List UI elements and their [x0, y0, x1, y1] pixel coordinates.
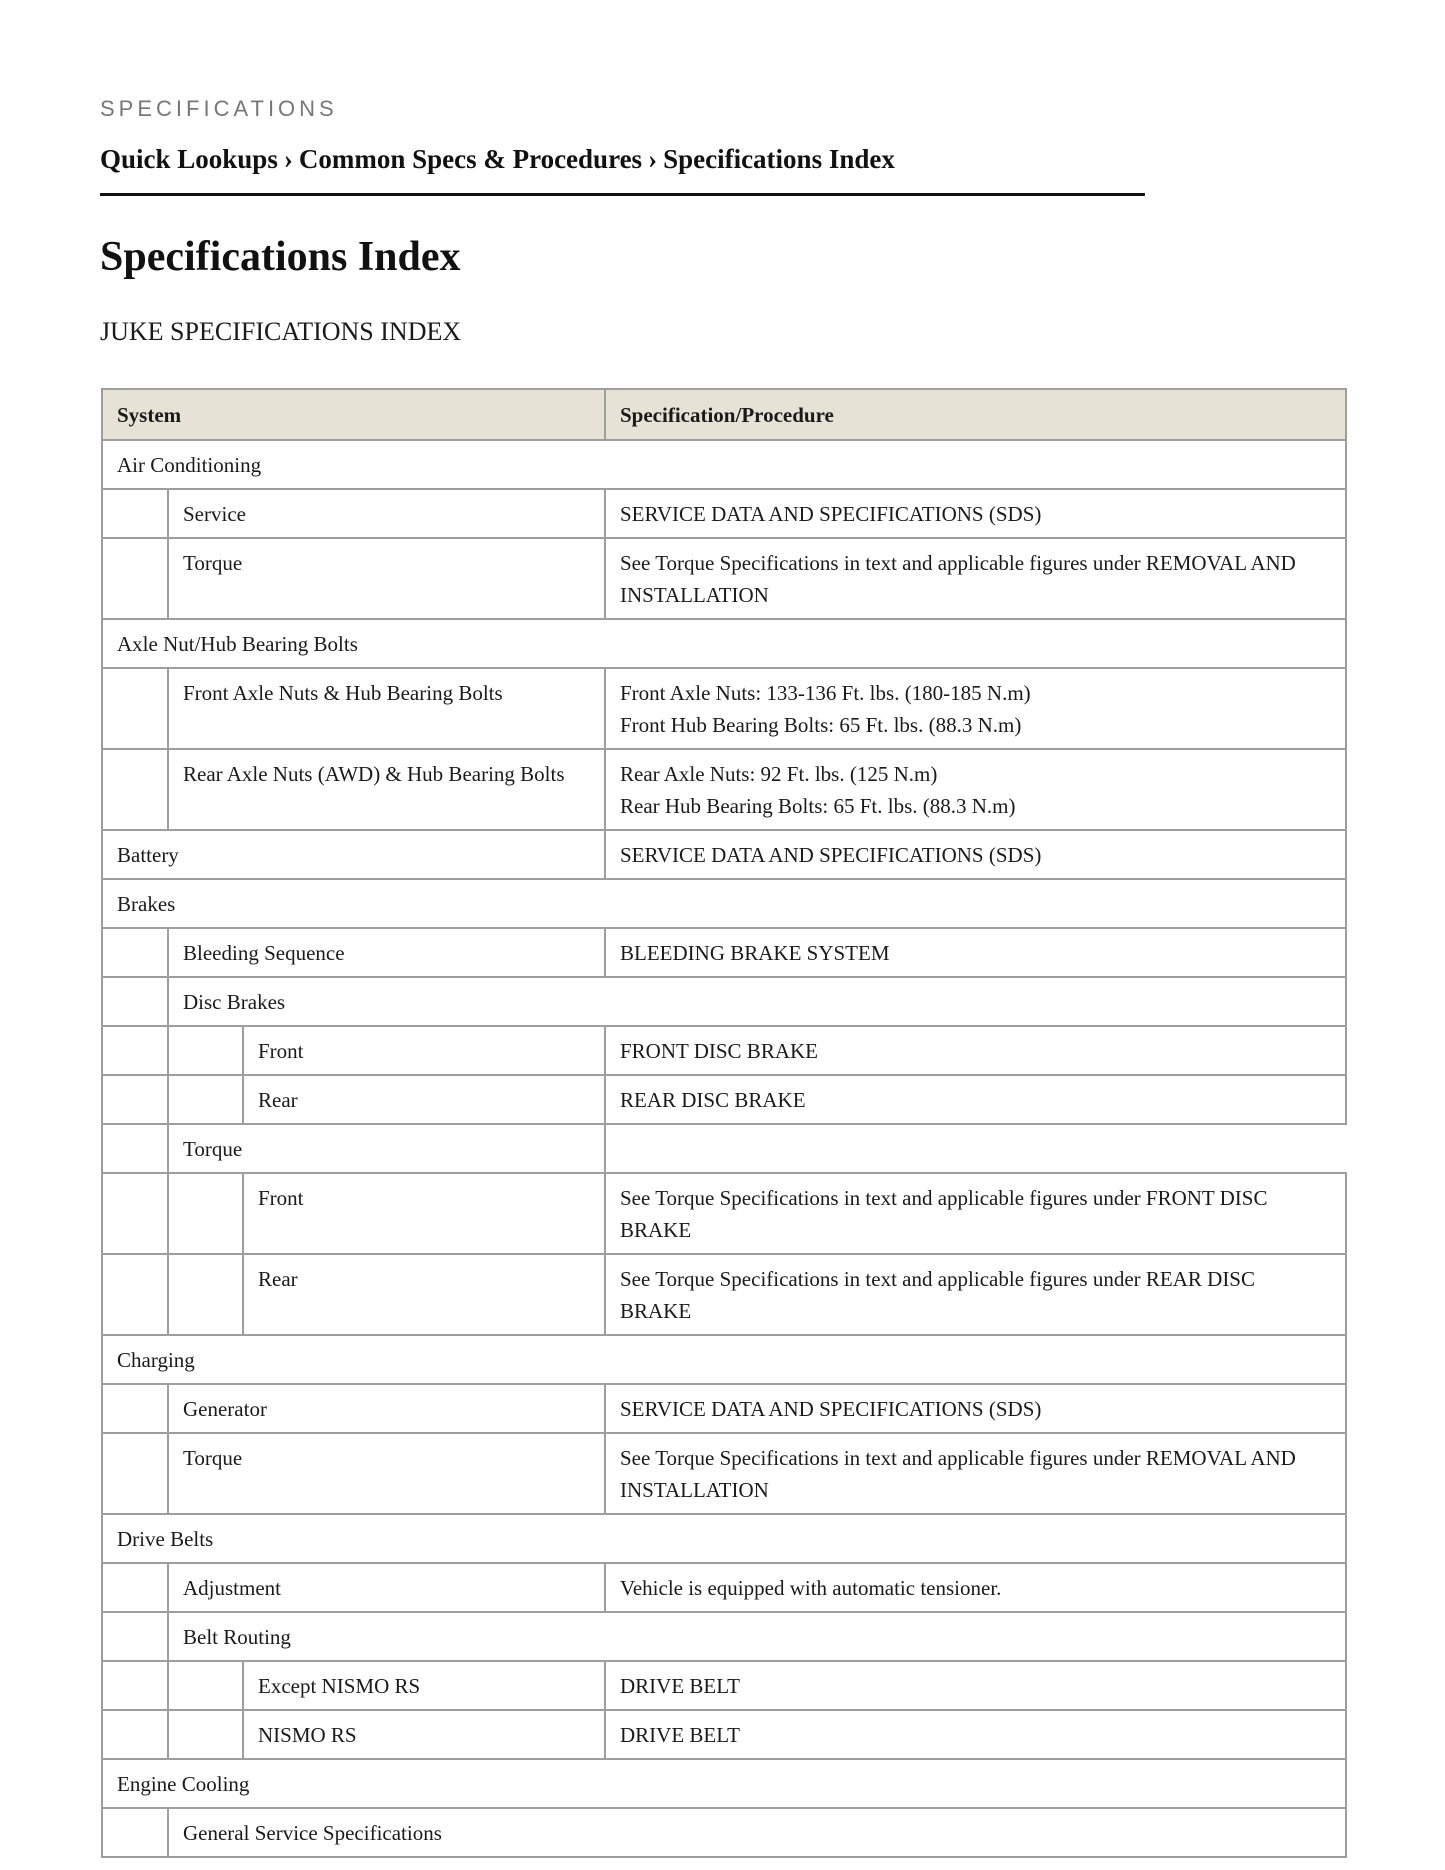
indent-cell [102, 1254, 168, 1335]
specification-text: FRONT DISC BRAKE [620, 1039, 818, 1063]
indent-cell [102, 1124, 168, 1173]
system-cell: Bleeding Sequence [168, 928, 605, 977]
system-cell: Belt Routing [168, 1612, 1346, 1661]
specification-cell [605, 749, 1346, 830]
table-row [102, 1433, 1346, 1514]
table-body [102, 440, 1346, 1857]
indent-cell [102, 1661, 168, 1710]
specification-text: DRIVE BELT [620, 1723, 740, 1747]
indent-cell [102, 977, 168, 1026]
system-cell: Rear Axle Nuts (AWD) & Hub Bearing Bolts [168, 749, 605, 830]
indent-cell [102, 489, 168, 538]
system-cell: Front [243, 1173, 605, 1254]
indent-cell [102, 1075, 168, 1124]
specification-text: See Torque Specifications in text and applicable figures under REMOVAL AND INSTALLATION [620, 1446, 1296, 1502]
specification-text: DRIVE BELT [620, 1674, 740, 1698]
specification-cell [605, 1433, 1346, 1514]
table-row [102, 1173, 1346, 1254]
specification-cell [605, 538, 1346, 619]
system-cell: Axle Nut/Hub Bearing Bolts [102, 619, 1346, 668]
indent-cell [102, 1173, 168, 1254]
breadcrumb-item[interactable]: Quick Lookups [100, 144, 278, 174]
system-cell: Brakes [102, 879, 1346, 928]
system-cell: Rear [243, 1254, 605, 1335]
table-row [102, 1759, 1346, 1808]
breadcrumb-separator: › [283, 144, 293, 174]
table-row [102, 1124, 1346, 1173]
specification-cell [605, 1254, 1346, 1335]
indent-cell [168, 1026, 243, 1075]
specification-text: Front Axle Nuts: 133-136 Ft. lbs. (180-185 N.m) [620, 681, 1031, 705]
table-row [102, 1075, 1346, 1124]
specification-text: Front Hub Bearing Bolts: 65 Ft. lbs. (88.3 N.m) [620, 713, 1022, 737]
system-cell: Battery [102, 830, 605, 879]
table-row [102, 1026, 1346, 1075]
table-row [102, 1254, 1346, 1335]
system-cell: Air Conditioning [102, 440, 1346, 489]
table-row [102, 668, 1346, 749]
specification-cell [605, 1563, 1346, 1612]
specification-text: REAR DISC BRAKE [620, 1088, 806, 1112]
column-header-system: System [102, 389, 605, 440]
system-cell: Front [243, 1026, 605, 1075]
specification-cell [605, 1124, 1346, 1173]
table-row [102, 440, 1346, 489]
specification-cell [605, 1710, 1346, 1759]
table-row [102, 489, 1346, 538]
specification-text: See Torque Specifications in text and applicable figures under REAR DISC BRAKE [620, 1267, 1255, 1323]
column-header-specification: Specification/Procedure [605, 389, 1346, 440]
table-row [102, 1808, 1346, 1857]
table-header-row [102, 389, 1346, 440]
specification-cell [605, 489, 1346, 538]
system-cell: Drive Belts [102, 1514, 1346, 1563]
indent-cell [168, 1710, 243, 1759]
document-page [0, 0, 1245, 348]
system-cell: Torque [168, 1433, 605, 1514]
indent-cell [102, 1563, 168, 1612]
system-cell: Torque [168, 1124, 605, 1173]
system-cell: Disc Brakes [168, 977, 1346, 1026]
system-cell: General Service Specifications [168, 1808, 1346, 1857]
table-row [102, 749, 1346, 830]
indent-cell [102, 1433, 168, 1514]
breadcrumb [100, 142, 1145, 196]
system-cell: Rear [243, 1075, 605, 1124]
specification-text: SERVICE DATA AND SPECIFICATIONS (SDS) [620, 502, 1042, 526]
breadcrumb-item: Specifications Index [663, 144, 895, 174]
specification-text: Vehicle is equipped with automatic tensioner. [620, 1576, 1002, 1600]
specification-text: See Torque Specifications in text and applicable figures under REMOVAL AND INSTALLATION [620, 551, 1296, 607]
system-cell: Adjustment [168, 1563, 605, 1612]
specification-cell [605, 928, 1346, 977]
indent-cell [102, 1384, 168, 1433]
specification-cell [605, 668, 1346, 749]
table-row [102, 538, 1346, 619]
table-row [102, 1384, 1346, 1433]
indent-cell [102, 1026, 168, 1075]
specification-cell [605, 1075, 1346, 1124]
document-subtitle: JUKE SPECIFICATIONS INDEX [100, 317, 462, 346]
specification-cell [605, 1384, 1346, 1433]
indent-cell [102, 1710, 168, 1759]
indent-cell [102, 668, 168, 749]
breadcrumb-separator: › [648, 144, 658, 174]
system-cell: Generator [168, 1384, 605, 1433]
indent-cell [102, 928, 168, 977]
indent-cell [102, 538, 168, 619]
specification-text: Rear Hub Bearing Bolts: 65 Ft. lbs. (88.3 N.m) [620, 794, 1016, 818]
table-row [102, 1612, 1346, 1661]
indent-cell [168, 1254, 243, 1335]
indent-cell [102, 749, 168, 830]
specification-cell [605, 1173, 1346, 1254]
table-row [102, 1514, 1346, 1563]
specification-text: SERVICE DATA AND SPECIFICATIONS (SDS) [620, 843, 1042, 867]
specification-text: See Torque Specifications in text and applicable figures under FRONT DISC BRAKE [620, 1186, 1268, 1242]
indent-cell [168, 1173, 243, 1254]
indent-cell [102, 1808, 168, 1857]
table-row [102, 977, 1346, 1026]
table-row [102, 879, 1346, 928]
indent-cell [168, 1075, 243, 1124]
indent-cell [168, 1661, 243, 1710]
system-cell: Engine Cooling [102, 1759, 1346, 1808]
indent-cell [102, 1612, 168, 1661]
table-row [102, 1335, 1346, 1384]
page-title: Specifications Index [100, 234, 461, 280]
table-row [102, 830, 1346, 879]
system-cell: Except NISMO RS [243, 1661, 605, 1710]
system-cell: Charging [102, 1335, 1346, 1384]
table-row [102, 1710, 1346, 1759]
system-cell: NISMO RS [243, 1710, 605, 1759]
section-overline: SPECIFICATIONS [100, 96, 338, 121]
system-cell: Torque [168, 538, 605, 619]
specification-text: BLEEDING BRAKE SYSTEM [620, 941, 890, 965]
specification-cell [605, 830, 1346, 879]
table-row [102, 1661, 1346, 1710]
specification-text: SERVICE DATA AND SPECIFICATIONS (SDS) [620, 1397, 1042, 1421]
table-row [102, 1563, 1346, 1612]
breadcrumb-item[interactable]: Common Specs & Procedures [298, 144, 643, 174]
table-row [102, 928, 1346, 977]
table-row [102, 619, 1346, 668]
system-cell: Front Axle Nuts & Hub Bearing Bolts [168, 668, 605, 749]
specification-cell [605, 1026, 1346, 1075]
specification-text: Rear Axle Nuts: 92 Ft. lbs. (125 N.m) [620, 762, 938, 786]
specification-cell [605, 1661, 1346, 1710]
system-cell: Service [168, 489, 605, 538]
specifications-table [101, 388, 1347, 1858]
